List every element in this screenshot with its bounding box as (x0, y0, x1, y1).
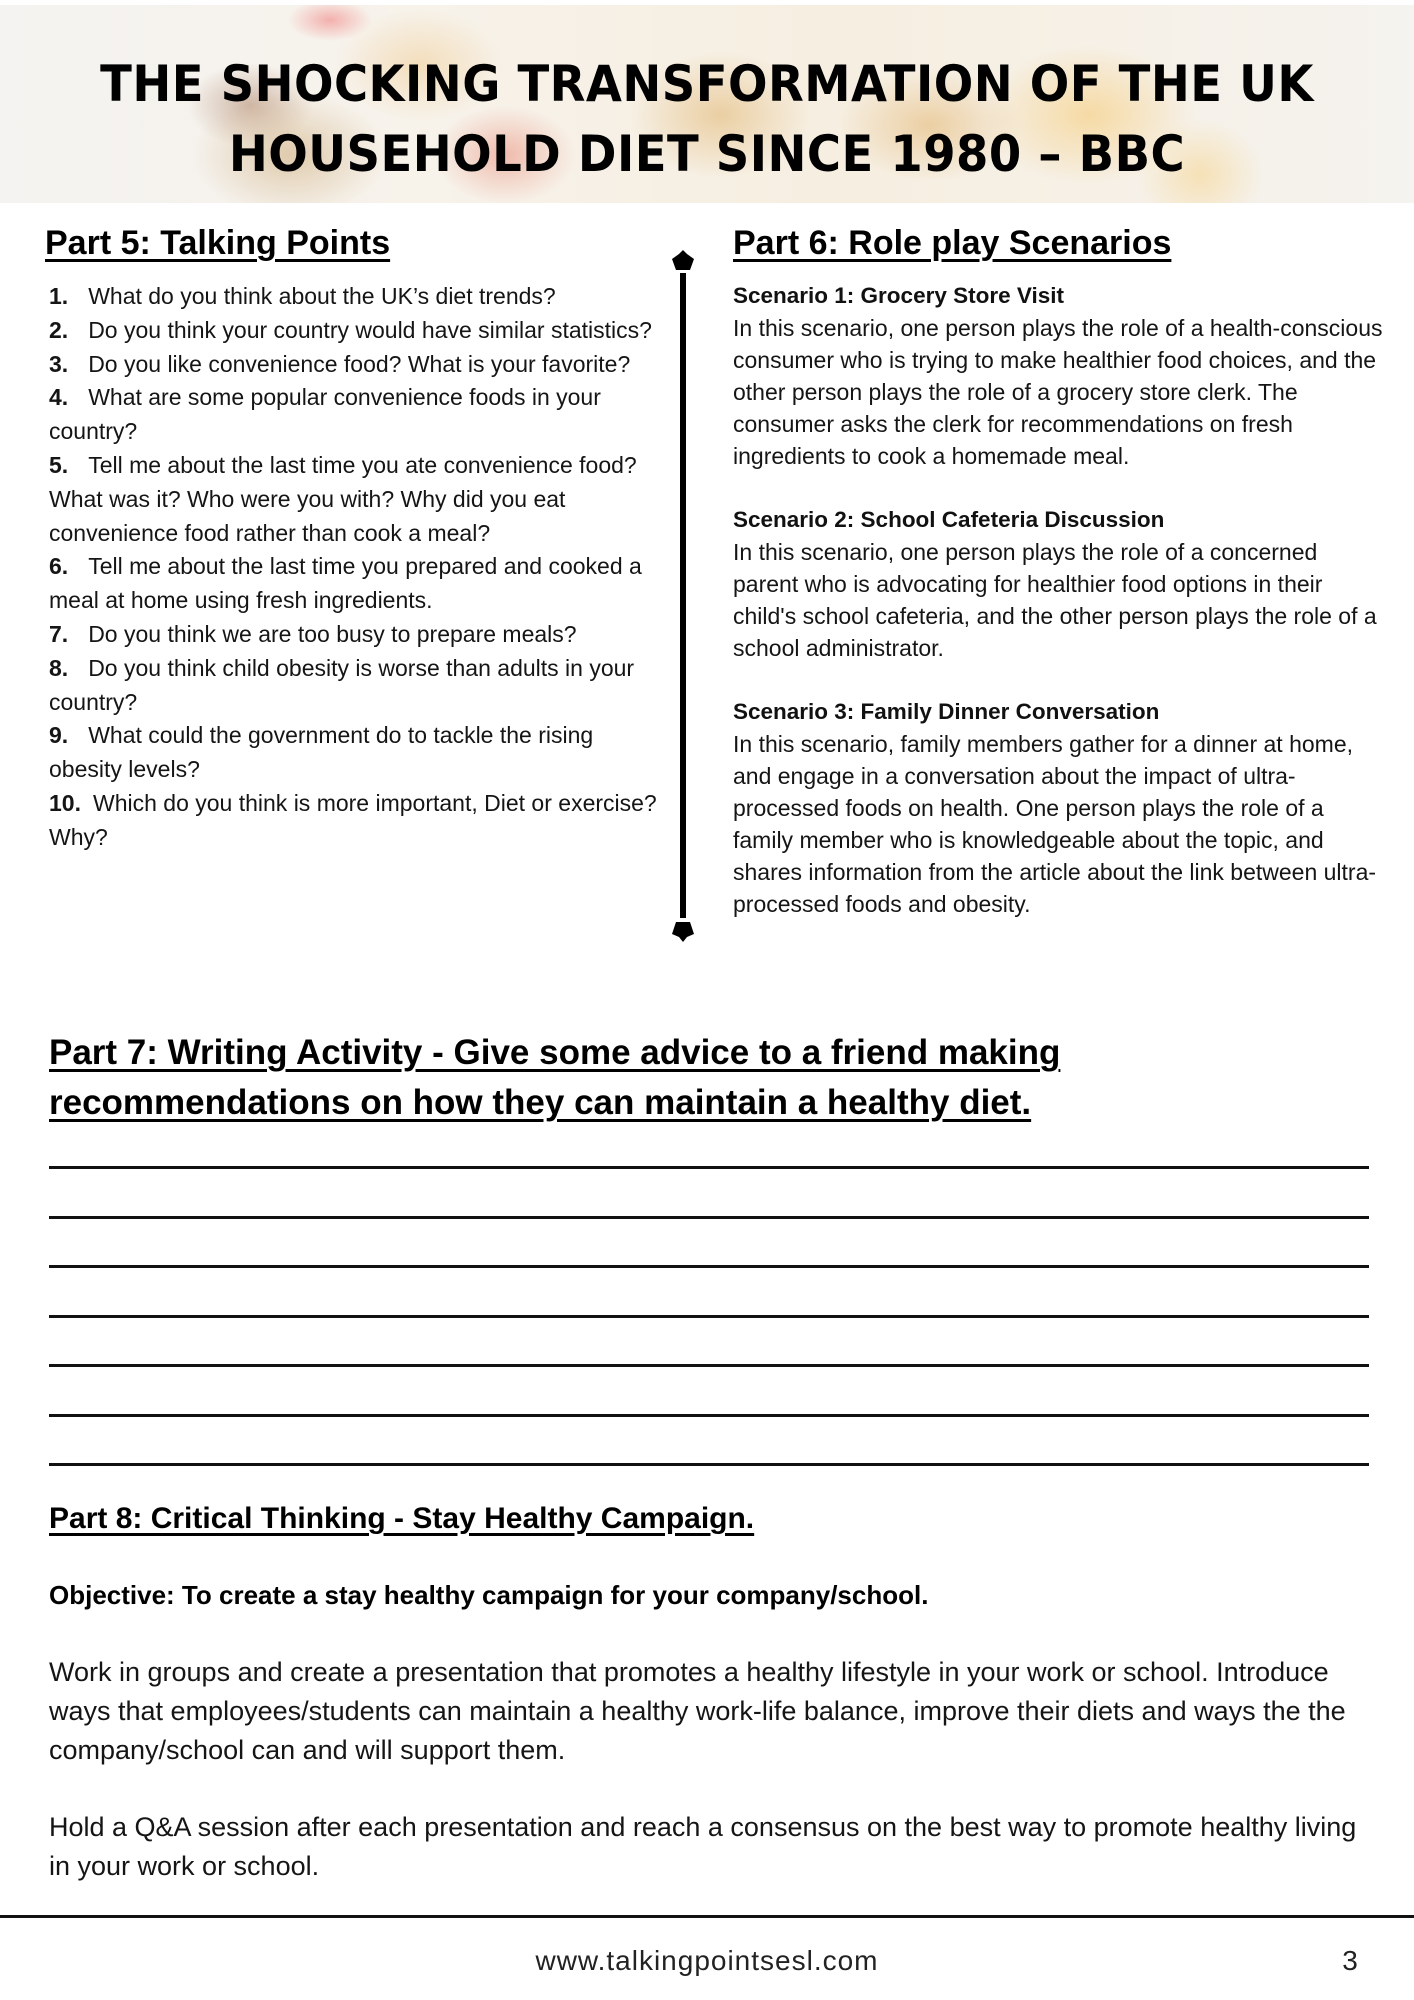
page-number: 3 (1342, 1945, 1358, 1976)
talking-point-text: Do you think your country would have similar statistics? (88, 316, 652, 343)
talking-points-list (49, 280, 660, 855)
talking-point-number: 9. (49, 722, 69, 749)
talking-point-number: 1. (49, 283, 69, 309)
page-title (49, 49, 1364, 189)
talking-point-item (49, 652, 660, 720)
talking-point-text: Do you like convenience food? What is your favorite? (88, 350, 631, 377)
page-title-line-2: HOUSEHOLD DIET SINCE 1980 – BBC (228, 125, 1186, 183)
part7-heading-line-2: recommendations on how they can maintain a healthy diet. (49, 1083, 1032, 1122)
divider-bar (680, 273, 686, 918)
writing-line[interactable] (49, 1216, 1369, 1219)
talking-point-item (49, 550, 660, 618)
writing-line[interactable] (49, 1414, 1369, 1417)
part7-section (49, 1028, 1369, 1128)
talking-point-number: 10. (49, 789, 81, 816)
talking-point-number: 8. (49, 654, 69, 681)
divider-bottom-cap-icon (672, 922, 694, 942)
talking-point-text: Do you think child obesity is worse than adults in your country? (49, 654, 635, 715)
writing-line[interactable] (49, 1166, 1369, 1169)
talking-point-text: What could the government do to tackle the rising obesity levels? (49, 722, 594, 783)
scenario-title: Scenario 3: Family Dinner Conversation (733, 699, 1160, 724)
instructions-paragraph: Work in groups and create a presentation that promotes a healthy lifestyle in your work or school. Introduce ways that employees/students can maintain a healthy work-life balance, improve their diets and ways the the company/school can and will support them. (49, 1657, 1346, 1765)
talking-point-number: 2. (49, 316, 69, 343)
column-divider (670, 250, 696, 942)
talking-point-text: What are some popular convenience foods in your country? (49, 384, 601, 445)
talking-point-text: Tell me about the last time you ate convenience food? What was it? Who were you with? Why did you eat convenience food rather than cook a meal? (49, 451, 637, 546)
writing-line[interactable] (49, 1463, 1369, 1466)
talking-point-number: 5. (49, 451, 69, 478)
talking-point-item (49, 449, 660, 550)
talking-point-number: 6. (49, 553, 69, 580)
writing-line[interactable] (49, 1364, 1369, 1367)
talking-point-item (49, 381, 660, 449)
talking-point-number: 4. (49, 384, 69, 411)
talking-point-text: What do you think about the UK’s diet trends? (88, 283, 556, 309)
part7-heading (49, 1028, 1369, 1128)
talking-point-number: 3. (49, 350, 69, 377)
part5-section (45, 220, 660, 855)
talking-point-item (49, 787, 660, 855)
part5-heading: Part 5: Talking Points (45, 224, 391, 262)
scenario-item (733, 504, 1383, 664)
divider-top-cap-icon (672, 250, 694, 270)
talking-point-item (49, 719, 660, 787)
writing-lines (49, 1166, 1369, 1513)
part8-heading: Part 8: Critical Thinking - Stay Healthy Campaign. (49, 1502, 755, 1535)
part7-heading-line-1: Part 7: Writing Activity - Give some advice to a friend making (49, 1033, 1061, 1072)
footer-divider (0, 1915, 1414, 1918)
scenario-title: Scenario 2: School Cafeteria Discussion (733, 507, 1165, 532)
talking-point-text: Do you think we are too busy to prepare meals? (88, 620, 577, 647)
scenario-text: In this scenario, one person plays the role of a health-conscious consumer who is trying to make healthier food choices, and the other person plays the role of a grocery store clerk. The consumer asks the clerk for recommendations on fresh ingredients to cook a homemade meal. (733, 315, 1383, 469)
instructions-paragraph: Hold a Q&A session after each presentation and reach a consensus on the best way to promote healthy living in your work or school. (49, 1812, 1357, 1881)
scenario-item (733, 280, 1383, 472)
part8-section (49, 1497, 1369, 1886)
writing-line[interactable] (49, 1265, 1369, 1268)
scenario-item (733, 696, 1383, 920)
writing-line[interactable] (49, 1315, 1369, 1318)
objective-text: Objective: To create a stay healthy campaign for your company/school. (49, 1580, 929, 1610)
talking-point-item (49, 314, 660, 348)
header-banner (0, 5, 1414, 203)
scenario-text: In this scenario, one person plays the role of a concerned parent who is advocating for healthier food options in their child's school cafeteria, and the other person plays the role of a school administrator. (733, 539, 1377, 661)
talking-point-item (49, 280, 660, 314)
talking-point-text: Tell me about the last time you prepared and cooked a meal at home using fresh ingredients. (49, 553, 642, 614)
talking-point-text: Which do you think is more important, Diet or exercise? Why? (49, 789, 657, 850)
page-title-line-1: THE SHOCKING TRANSFORMATION OF THE UK (100, 55, 1314, 113)
scenario-title: Scenario 1: Grocery Store Visit (733, 283, 1064, 308)
talking-point-number: 7. (49, 620, 69, 647)
scenario-text: In this scenario, family members gather for a dinner at home, and engage in a conversation about the impact of ultra-processed foods on health. One person plays the role of a family member who is knowledgeable about the topic, and shares information from the article about the link between ultra-processed foods and obesity. (733, 731, 1377, 917)
talking-point-item (49, 348, 660, 382)
part6-section (733, 220, 1383, 920)
talking-point-item (49, 618, 660, 652)
part6-heading: Part 6: Role play Scenarios (733, 224, 1172, 262)
footer-website-link[interactable]: www.talkingpointsesl.com (535, 1945, 879, 1976)
